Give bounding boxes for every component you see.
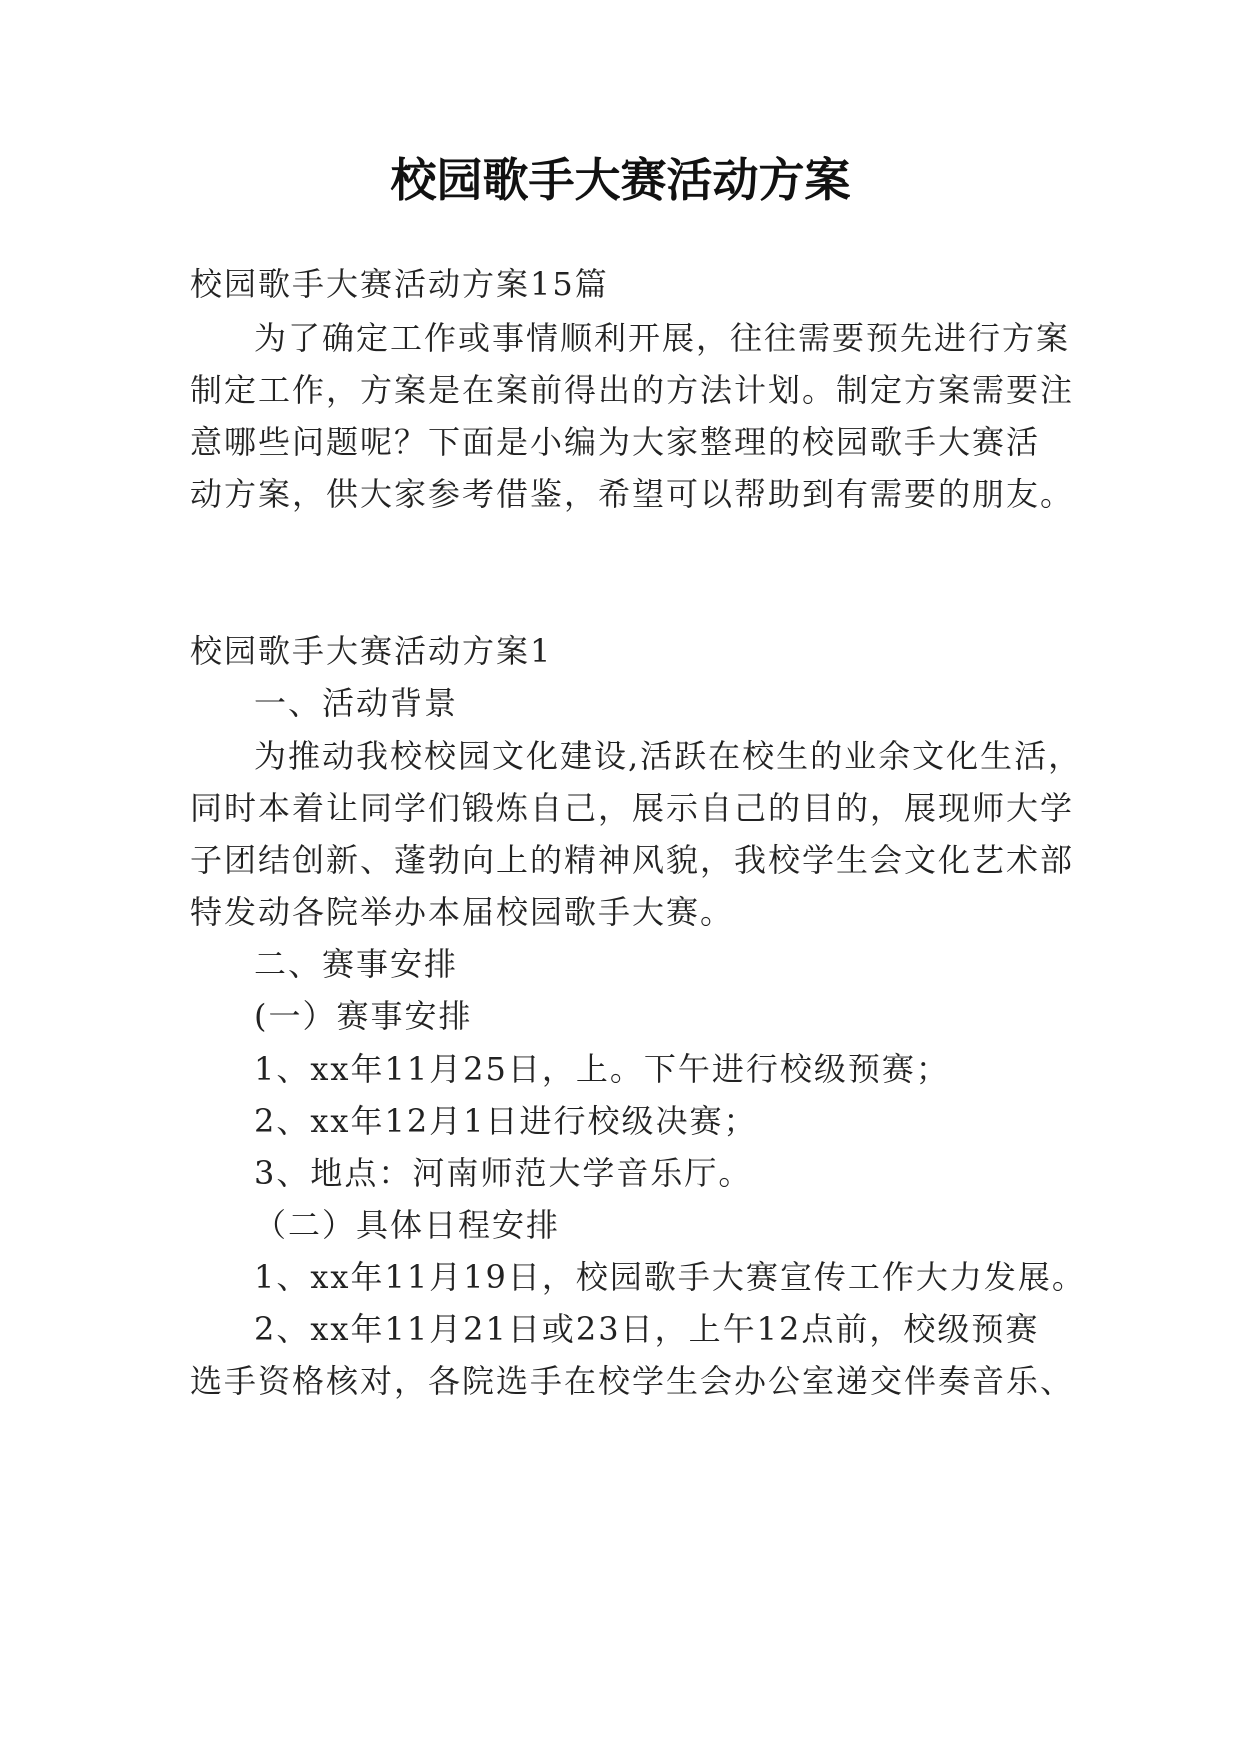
heading-background: 一、活动背景: [254, 684, 459, 722]
subtitle-line: 校园歌手大赛活动方案15篇: [190, 265, 609, 303]
list-item-3: 3、地点：河南师范大学音乐厅。: [254, 1154, 753, 1192]
daily-item-1: 1、xx年11月19日，校园歌手大赛宣传工作大力发展。: [254, 1258, 1086, 1296]
body-line-3: 子团结创新、蓬勃向上的精神风貌，我校学生会文化艺术部: [190, 841, 1075, 879]
section-heading: 校园歌手大赛活动方案1: [190, 632, 553, 670]
body-line-1: 为推动我校校园文化建设,活跃在校生的业余文化生活，: [254, 737, 1083, 775]
subheading-schedule: (一）赛事安排: [254, 997, 473, 1035]
body-line-4: 特发动各院举办本届校园歌手大赛。: [190, 893, 735, 931]
intro-line-1: 为了确定工作或事情顺利开展，往往需要预先进行方案: [254, 319, 1071, 357]
intro-line-3: 意哪些问题呢？下面是小编为大家整理的校园歌手大赛活: [190, 423, 1041, 461]
heading-schedule: 二、赛事安排: [254, 945, 459, 983]
document-title: 校园歌手大赛活动方案: [390, 153, 851, 207]
subheading-daily-schedule: （二）具体日程安排: [254, 1206, 561, 1244]
body-line-2: 同时本着让同学们锻炼自己，展示自己的目的，展现师大学: [190, 789, 1075, 827]
daily-item-2: 2、xx年11月21日或23日，上午12点前，校级预赛: [254, 1310, 1040, 1348]
list-item-2: 2、xx年12月1日进行校级决赛；: [254, 1102, 758, 1140]
list-item-1: 1、xx年11月25日，上。下午进行校级预赛；: [254, 1050, 950, 1088]
intro-line-4: 动方案，供大家参考借鉴，希望可以帮助到有需要的朋友。: [190, 475, 1075, 513]
intro-line-2: 制定工作，方案是在案前得出的方法计划。制定方案需要注: [190, 371, 1075, 409]
daily-item-2-cont: 选手资格核对，各院选手在校学生会办公室递交伴奏音乐、: [190, 1362, 1075, 1400]
